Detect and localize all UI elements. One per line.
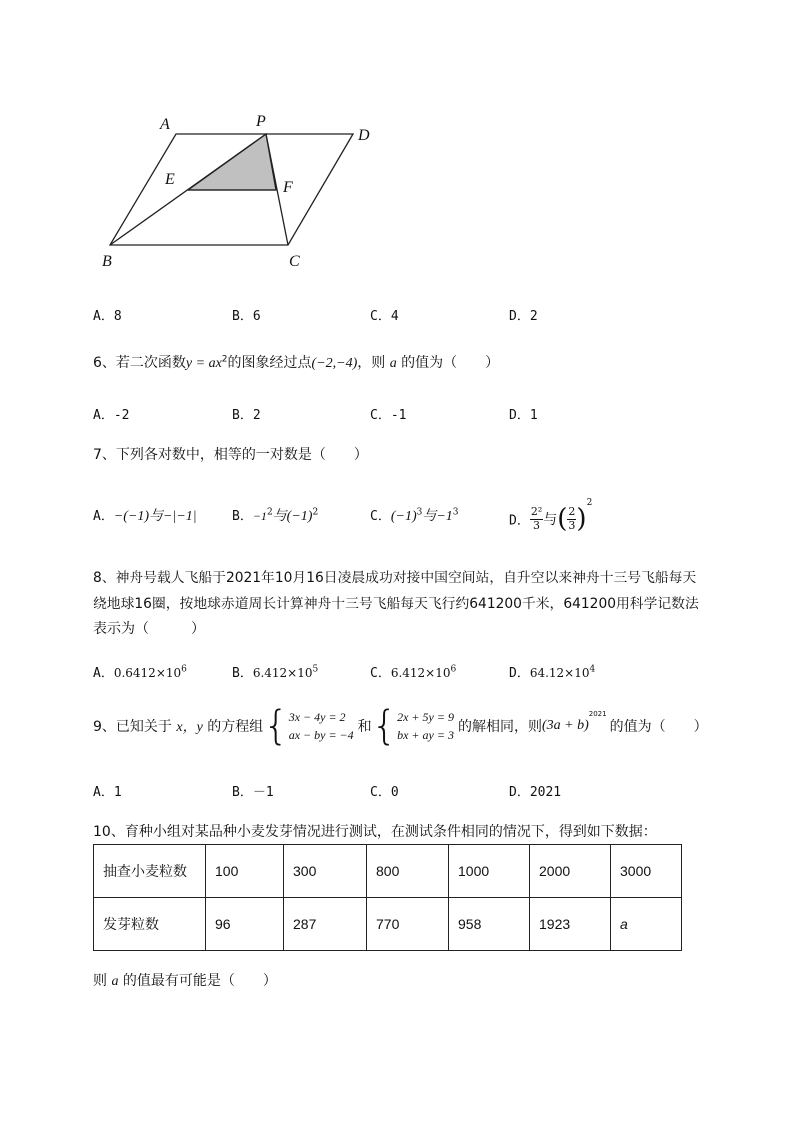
q7-option-c-exp-1: 3 xyxy=(416,507,423,518)
q8-option-c-exp: 6 xyxy=(450,664,457,675)
q8-line-2: 绕地球16圈，按地球赤道周长计算神舟十三号飞船每天飞行约641200千米，641200用科学记数法 xyxy=(93,596,699,612)
q9-brace-2: { xyxy=(371,703,398,749)
q7-option-b-expr-2: 与(−1) xyxy=(272,509,313,524)
q7-option-c-expr-2: 与−1 xyxy=(422,509,453,524)
q6-option-c[interactable]: C．-1 xyxy=(370,408,407,423)
q7-option-a-expr: −(−1)与−|−1| xyxy=(113,509,197,524)
label-f: F xyxy=(283,179,293,196)
q10-after-var: a xyxy=(111,974,119,989)
q9-option-d[interactable]: D．2021 xyxy=(509,785,562,800)
table-cell-header: 抽查小麦粒数 xyxy=(94,845,206,898)
q6-option-b[interactable]: B．2 xyxy=(232,408,261,423)
q8-option-c[interactable] xyxy=(370,662,456,681)
table-row xyxy=(94,898,682,951)
q5-option-b[interactable]: B．6 xyxy=(232,309,261,324)
q7-option-d-num-2: 2 xyxy=(568,505,576,519)
q8-option-a-exp: 6 xyxy=(181,664,187,675)
q6-function: y = ax xyxy=(185,356,222,371)
label-a: A xyxy=(160,116,170,133)
q7-option-d-paren-open: ( xyxy=(557,504,568,534)
q8-option-d-label: D． xyxy=(509,666,530,681)
q8-option-b[interactable] xyxy=(232,662,318,681)
table-cell: 1923 xyxy=(530,898,611,951)
q10-after-2: 的值最有可能是（ ） xyxy=(118,973,277,989)
q8-option-d[interactable] xyxy=(509,662,595,681)
q7-option-d-num-1: 2² xyxy=(530,505,543,519)
q9-option-b[interactable]: B．－1 xyxy=(232,785,274,800)
q10-data-table xyxy=(93,844,682,951)
q7-option-c-exp-2: 3 xyxy=(452,507,459,518)
q5-option-d[interactable]: D．2 xyxy=(509,309,538,324)
q6-mid: 的图象经过点 xyxy=(227,355,312,371)
q6-suffix-2: 的值为（ ） xyxy=(396,355,500,371)
q9-option-a[interactable]: A．1 xyxy=(93,785,122,800)
table-cell: 287 xyxy=(284,898,367,951)
q8-option-a[interactable] xyxy=(93,662,187,681)
q9-mid-2: 的解相同，则 xyxy=(457,719,542,735)
q6-option-d[interactable]: D．1 xyxy=(509,408,538,423)
q8-option-c-base: 6.412×10 xyxy=(390,666,451,680)
q8-option-d-base: 64.12×10 xyxy=(529,666,590,680)
q9-system-2-line-1: 2x + 5y = 9 xyxy=(397,710,454,724)
table-cell: 96 xyxy=(206,898,284,951)
q7-option-d-frac-1 xyxy=(530,506,543,531)
q7-option-d[interactable] xyxy=(509,498,592,532)
q7-option-d-den-2: 3 xyxy=(568,518,576,532)
q9-system-2-line-2: bx + ay = 3 xyxy=(397,728,454,742)
q9-option-c[interactable]: C．0 xyxy=(370,785,399,800)
q6-stem xyxy=(93,352,499,372)
q7-option-b[interactable] xyxy=(232,505,318,525)
q9-stem xyxy=(93,703,708,749)
q8-option-c-label: C． xyxy=(370,666,391,681)
q6-var-a: a xyxy=(389,356,397,371)
q9-prefix: 9、已知关于 xyxy=(93,719,177,735)
q7-option-d-paren-close: ) xyxy=(576,504,587,534)
table-cell: 2000 xyxy=(530,845,611,898)
q6-option-a[interactable]: A．-2 xyxy=(93,408,130,423)
q7-option-d-mid: 与 xyxy=(543,512,558,528)
label-d: D xyxy=(358,127,370,144)
q6-point: (−2,−4) xyxy=(311,356,358,371)
q9-suffix: 的值为（ ） xyxy=(609,719,708,735)
q7-option-d-den-1: 3 xyxy=(533,518,541,532)
q7-option-a-label: A． xyxy=(93,509,114,524)
table-cell: 800 xyxy=(367,845,449,898)
table-cell: 300 xyxy=(284,845,367,898)
label-b: B xyxy=(102,253,112,270)
q6-prefix: 6、若二次函数 xyxy=(93,355,186,371)
q7-option-b-expr-1: −1 xyxy=(252,509,267,523)
q9-system-2 xyxy=(397,708,454,744)
q7-option-c[interactable] xyxy=(370,505,459,525)
table-cell: 1000 xyxy=(449,845,530,898)
table-cell: a xyxy=(611,898,682,951)
table-cell-header: 发芽粒数 xyxy=(94,898,206,951)
q7-option-d-exp: 2 xyxy=(586,498,593,508)
q7-option-b-label: B． xyxy=(232,509,253,524)
q8-option-b-label: B． xyxy=(232,666,253,681)
q7-option-d-label: D． xyxy=(509,513,530,529)
shaded-triangle-pef xyxy=(188,134,276,190)
table-row xyxy=(94,845,682,898)
q7-option-c-expr-1: (−1) xyxy=(390,509,417,524)
q5-option-a[interactable]: A．8 xyxy=(93,309,122,324)
parallelogram-figure xyxy=(0,0,420,290)
label-c: C xyxy=(289,253,300,270)
q6-suffix-1: ，则 xyxy=(357,355,390,371)
table-cell: 770 xyxy=(367,898,449,951)
q10-question xyxy=(93,970,277,990)
q7-option-a[interactable] xyxy=(93,505,197,525)
q8-line-3: 表示为（ ） xyxy=(93,621,205,637)
q8-option-d-exp: 4 xyxy=(589,664,596,675)
q10-after-1: 则 xyxy=(93,973,112,989)
q9-exponent: 2021 xyxy=(588,710,607,718)
q9-system-1 xyxy=(289,708,354,744)
q8-option-b-exp: 5 xyxy=(312,664,319,675)
q9-vars: x，y xyxy=(176,720,203,735)
q5-option-c[interactable]: C．4 xyxy=(370,309,399,324)
q8-option-a-label: A． xyxy=(93,666,114,681)
q7-option-c-label: C． xyxy=(370,509,391,524)
table-cell: 958 xyxy=(449,898,530,951)
q8-option-a-base: 0.6412×10 xyxy=(113,666,182,680)
q6-exponent: 2 xyxy=(221,354,228,365)
q9-expression: (3a + b) xyxy=(541,718,589,733)
q9-system-1-line-2: ax − by = −4 xyxy=(288,728,354,742)
label-p: P xyxy=(256,113,266,130)
q9-mid-1: 的方程组 xyxy=(202,719,264,735)
q9-system-1-line-1: 3x − 4y = 2 xyxy=(288,710,346,724)
q7-option-b-exp-2: 2 xyxy=(312,507,319,518)
q9-brace-1: { xyxy=(263,703,289,749)
table-cell: 3000 xyxy=(611,845,682,898)
q10-stem: 10、育种小组对某品种小麦发芽情况进行测试，在测试条件相同的情况下，得到如下数据： xyxy=(93,824,657,840)
q8-line-1: 8、神舟号载人飞船于2021年10月16日凌晨成功对接中国空间站，自升空以来神舟十三号飞船每天 xyxy=(93,570,697,586)
label-e: E xyxy=(165,171,175,188)
q7-option-b-exp-1: 2 xyxy=(266,507,273,518)
q8-option-b-base: 6.412×10 xyxy=(252,666,313,680)
q9-and: 和 xyxy=(357,719,372,735)
table-cell: 100 xyxy=(206,845,284,898)
q7-stem: 7、下列各对数中，相等的一对数是（ ） xyxy=(93,447,368,463)
